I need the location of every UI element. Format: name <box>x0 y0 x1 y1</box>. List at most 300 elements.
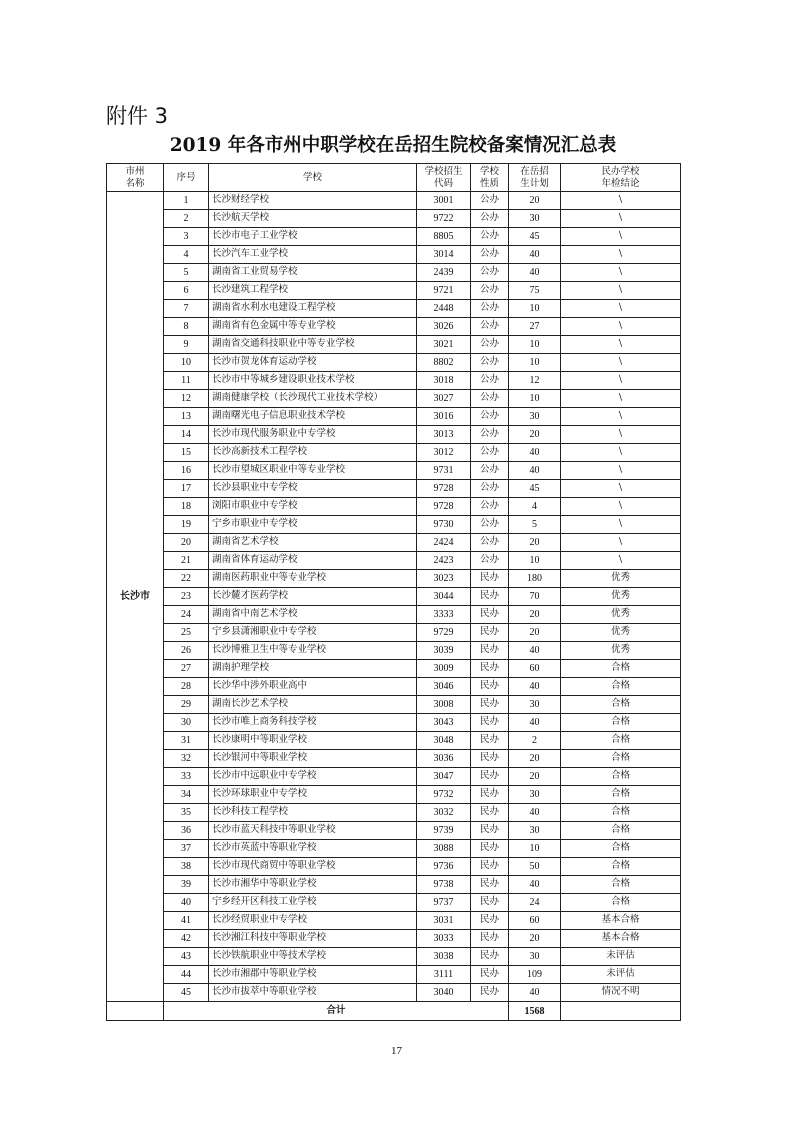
row-seq: 13 <box>164 408 209 426</box>
table-row <box>107 246 681 264</box>
header-seq: 序号 <box>164 164 209 192</box>
row-review: 未评估 <box>561 948 681 966</box>
table-row <box>107 606 681 624</box>
row-nature: 民办 <box>471 642 509 660</box>
row-school: 长沙财经学校 <box>209 192 417 210</box>
row-seq: 39 <box>164 876 209 894</box>
row-nature: 民办 <box>471 912 509 930</box>
row-code: 3021 <box>417 336 471 354</box>
row-code: 3031 <box>417 912 471 930</box>
row-school: 长沙市湘郡中等职业学校 <box>209 966 417 984</box>
row-school: 长沙高新技术工程学校 <box>209 444 417 462</box>
row-seq: 10 <box>164 354 209 372</box>
row-review: \ <box>561 192 681 210</box>
row-seq: 4 <box>164 246 209 264</box>
row-code: 3047 <box>417 768 471 786</box>
row-review: 合格 <box>561 858 681 876</box>
table-row <box>107 678 681 696</box>
table-row <box>107 318 681 336</box>
row-school: 长沙银河中等职业学校 <box>209 750 417 768</box>
row-seq: 27 <box>164 660 209 678</box>
row-nature: 公办 <box>471 498 509 516</box>
row-school: 长沙环球职业中专学校 <box>209 786 417 804</box>
header-review: 民办学校 年检结论 <box>561 164 681 192</box>
row-seq: 19 <box>164 516 209 534</box>
table-row <box>107 534 681 552</box>
row-review: 基本合格 <box>561 930 681 948</box>
row-plan: 40 <box>509 714 561 732</box>
row-school: 长沙康明中等职业学校 <box>209 732 417 750</box>
table-row <box>107 390 681 408</box>
row-review: 合格 <box>561 768 681 786</box>
row-review: 合格 <box>561 804 681 822</box>
row-plan: 10 <box>509 354 561 372</box>
row-review: \ <box>561 390 681 408</box>
row-nature: 民办 <box>471 858 509 876</box>
row-code: 3026 <box>417 318 471 336</box>
table-row <box>107 192 681 210</box>
row-plan: 45 <box>509 228 561 246</box>
row-nature: 公办 <box>471 282 509 300</box>
row-plan: 40 <box>509 264 561 282</box>
row-plan: 4 <box>509 498 561 516</box>
row-plan: 2 <box>509 732 561 750</box>
row-seq: 41 <box>164 912 209 930</box>
row-plan: 30 <box>509 210 561 228</box>
row-school: 长沙建筑工程学校 <box>209 282 417 300</box>
row-plan: 40 <box>509 876 561 894</box>
row-code: 3044 <box>417 588 471 606</box>
row-review: 合格 <box>561 696 681 714</box>
row-school: 长沙市现代服务职业中专学校 <box>209 426 417 444</box>
row-nature: 民办 <box>471 822 509 840</box>
row-code: 2439 <box>417 264 471 282</box>
row-plan: 40 <box>509 984 561 1002</box>
table-row <box>107 282 681 300</box>
row-school: 长沙航天学校 <box>209 210 417 228</box>
row-school: 长沙市唯上商务科技学校 <box>209 714 417 732</box>
row-code: 9728 <box>417 480 471 498</box>
row-plan: 20 <box>509 624 561 642</box>
table-row <box>107 714 681 732</box>
row-code: 3018 <box>417 372 471 390</box>
row-review: 基本合格 <box>561 912 681 930</box>
table-row <box>107 948 681 966</box>
row-plan: 24 <box>509 894 561 912</box>
row-code: 3012 <box>417 444 471 462</box>
row-school: 湖南省体育运动学校 <box>209 552 417 570</box>
row-nature: 民办 <box>471 588 509 606</box>
row-review: \ <box>561 246 681 264</box>
row-code: 3013 <box>417 426 471 444</box>
row-plan: 12 <box>509 372 561 390</box>
row-seq: 11 <box>164 372 209 390</box>
row-seq: 25 <box>164 624 209 642</box>
row-nature: 公办 <box>471 444 509 462</box>
row-seq: 14 <box>164 426 209 444</box>
row-review: 合格 <box>561 714 681 732</box>
table-row <box>107 984 681 1002</box>
row-code: 2448 <box>417 300 471 318</box>
row-code: 9732 <box>417 786 471 804</box>
total-row <box>107 1002 681 1021</box>
row-school: 长沙市蓝天科技中等职业学校 <box>209 822 417 840</box>
table-row <box>107 858 681 876</box>
row-nature: 公办 <box>471 480 509 498</box>
row-code: 9729 <box>417 624 471 642</box>
row-review: 合格 <box>561 786 681 804</box>
row-seq: 18 <box>164 498 209 516</box>
row-review: 优秀 <box>561 570 681 588</box>
row-nature: 民办 <box>471 984 509 1002</box>
row-code: 9731 <box>417 462 471 480</box>
row-seq: 12 <box>164 390 209 408</box>
total-plan: 1568 <box>509 1002 561 1021</box>
row-plan: 180 <box>509 570 561 588</box>
table-row <box>107 912 681 930</box>
row-code: 3039 <box>417 642 471 660</box>
row-seq: 5 <box>164 264 209 282</box>
table-row <box>107 552 681 570</box>
row-nature: 公办 <box>471 372 509 390</box>
row-seq: 33 <box>164 768 209 786</box>
page-number: 17 <box>391 1045 402 1057</box>
row-review: \ <box>561 282 681 300</box>
total-review-empty <box>561 1002 681 1021</box>
row-code: 3033 <box>417 930 471 948</box>
row-seq: 43 <box>164 948 209 966</box>
row-review: \ <box>561 426 681 444</box>
row-nature: 民办 <box>471 714 509 732</box>
table-row <box>107 570 681 588</box>
row-seq: 21 <box>164 552 209 570</box>
row-review: 合格 <box>561 660 681 678</box>
table-row <box>107 732 681 750</box>
row-plan: 40 <box>509 246 561 264</box>
table-row <box>107 426 681 444</box>
row-review: \ <box>561 210 681 228</box>
row-school: 长沙博雅卫生中等专业学校 <box>209 642 417 660</box>
row-nature: 民办 <box>471 876 509 894</box>
row-nature: 公办 <box>471 462 509 480</box>
row-school: 长沙市中远职业中专学校 <box>209 768 417 786</box>
row-plan: 10 <box>509 336 561 354</box>
header-school: 学校 <box>209 164 417 192</box>
row-review: \ <box>561 300 681 318</box>
row-seq: 22 <box>164 570 209 588</box>
row-seq: 16 <box>164 462 209 480</box>
row-seq: 28 <box>164 678 209 696</box>
row-review: \ <box>561 408 681 426</box>
row-plan: 20 <box>509 426 561 444</box>
row-school: 湖南曙光电子信息职业技术学校 <box>209 408 417 426</box>
row-school: 长沙县职业中专学校 <box>209 480 417 498</box>
row-school: 长沙市望城区职业中等专业学校 <box>209 462 417 480</box>
row-school: 长沙铁航职业中等技术学校 <box>209 948 417 966</box>
row-school: 湖南省艺术学校 <box>209 534 417 552</box>
row-plan: 27 <box>509 318 561 336</box>
table-row <box>107 642 681 660</box>
row-plan: 30 <box>509 948 561 966</box>
header-nature: 学校 性质 <box>471 164 509 192</box>
row-review: \ <box>561 498 681 516</box>
row-seq: 45 <box>164 984 209 1002</box>
row-plan: 20 <box>509 930 561 948</box>
row-nature: 民办 <box>471 696 509 714</box>
row-review: 未评估 <box>561 966 681 984</box>
row-seq: 15 <box>164 444 209 462</box>
row-nature: 民办 <box>471 570 509 588</box>
row-plan: 40 <box>509 678 561 696</box>
row-code: 9721 <box>417 282 471 300</box>
row-plan: 10 <box>509 840 561 858</box>
table-row <box>107 804 681 822</box>
row-nature: 民办 <box>471 606 509 624</box>
table-row <box>107 354 681 372</box>
table-row <box>107 372 681 390</box>
attachment-label: 附件 3 <box>106 104 169 128</box>
row-nature: 公办 <box>471 192 509 210</box>
table-row <box>107 750 681 768</box>
row-seq: 6 <box>164 282 209 300</box>
row-review: 合格 <box>561 876 681 894</box>
row-school: 长沙市中等城乡建设职业技术学校 <box>209 372 417 390</box>
row-review: 合格 <box>561 822 681 840</box>
row-school: 长沙市现代商贸中等职业学校 <box>209 858 417 876</box>
row-code: 3043 <box>417 714 471 732</box>
row-review: \ <box>561 372 681 390</box>
row-review: \ <box>561 534 681 552</box>
table-row <box>107 876 681 894</box>
row-review: \ <box>561 228 681 246</box>
row-nature: 民办 <box>471 948 509 966</box>
row-review: 优秀 <box>561 624 681 642</box>
row-nature: 民办 <box>471 660 509 678</box>
row-seq: 2 <box>164 210 209 228</box>
row-code: 8805 <box>417 228 471 246</box>
row-code: 2423 <box>417 552 471 570</box>
row-review: 优秀 <box>561 606 681 624</box>
row-school: 长沙市拔萃中等职业学校 <box>209 984 417 1002</box>
row-plan: 20 <box>509 606 561 624</box>
row-plan: 10 <box>509 390 561 408</box>
row-plan: 109 <box>509 966 561 984</box>
row-review: 合格 <box>561 894 681 912</box>
row-nature: 公办 <box>471 300 509 318</box>
row-plan: 20 <box>509 750 561 768</box>
row-code: 3001 <box>417 192 471 210</box>
row-seq: 1 <box>164 192 209 210</box>
row-review: \ <box>561 264 681 282</box>
table-row <box>107 930 681 948</box>
row-code: 9736 <box>417 858 471 876</box>
row-review: \ <box>561 318 681 336</box>
row-seq: 3 <box>164 228 209 246</box>
row-nature: 公办 <box>471 318 509 336</box>
row-seq: 9 <box>164 336 209 354</box>
row-nature: 民办 <box>471 804 509 822</box>
row-code: 3023 <box>417 570 471 588</box>
row-plan: 30 <box>509 822 561 840</box>
row-review: 合格 <box>561 678 681 696</box>
row-plan: 30 <box>509 786 561 804</box>
row-nature: 公办 <box>471 264 509 282</box>
row-seq: 32 <box>164 750 209 768</box>
row-seq: 34 <box>164 786 209 804</box>
row-review: \ <box>561 462 681 480</box>
row-school: 宁乡县潇湘职业中专学校 <box>209 624 417 642</box>
row-review: 情况不明 <box>561 984 681 1002</box>
summary-table <box>106 163 681 1021</box>
row-school: 长沙经贸职业中专学校 <box>209 912 417 930</box>
table-row <box>107 228 681 246</box>
table-row <box>107 840 681 858</box>
row-seq: 42 <box>164 930 209 948</box>
table-row <box>107 462 681 480</box>
row-nature: 民办 <box>471 894 509 912</box>
row-nature: 民办 <box>471 768 509 786</box>
city-name-cell: 长沙市 <box>107 192 164 1002</box>
row-school: 湖南省有色金属中等专业学校 <box>209 318 417 336</box>
row-seq: 35 <box>164 804 209 822</box>
table-row <box>107 300 681 318</box>
row-code: 3048 <box>417 732 471 750</box>
row-review: 优秀 <box>561 588 681 606</box>
header-code: 学校招生 代码 <box>417 164 471 192</box>
header-city: 市州 名称 <box>107 164 164 192</box>
row-school: 湖南健康学校（长沙现代工业技术学校） <box>209 390 417 408</box>
row-school: 湖南医药职业中等专业学校 <box>209 570 417 588</box>
row-code: 2424 <box>417 534 471 552</box>
row-seq: 38 <box>164 858 209 876</box>
row-plan: 30 <box>509 408 561 426</box>
row-review: 优秀 <box>561 642 681 660</box>
table-row <box>107 624 681 642</box>
table-row <box>107 768 681 786</box>
row-plan: 5 <box>509 516 561 534</box>
row-plan: 60 <box>509 912 561 930</box>
row-seq: 7 <box>164 300 209 318</box>
total-empty-cell <box>107 1002 164 1021</box>
row-plan: 50 <box>509 858 561 876</box>
row-seq: 20 <box>164 534 209 552</box>
row-review: 合格 <box>561 750 681 768</box>
table-row <box>107 894 681 912</box>
row-nature: 公办 <box>471 228 509 246</box>
row-plan: 70 <box>509 588 561 606</box>
row-plan: 40 <box>509 444 561 462</box>
row-school: 长沙科技工程学校 <box>209 804 417 822</box>
row-school: 浏阳市职业中专学校 <box>209 498 417 516</box>
row-seq: 23 <box>164 588 209 606</box>
table-row <box>107 822 681 840</box>
total-label: 合计 <box>164 1002 509 1021</box>
table-row <box>107 516 681 534</box>
row-nature: 民办 <box>471 732 509 750</box>
row-plan: 30 <box>509 696 561 714</box>
row-school: 湖南长沙艺术学校 <box>209 696 417 714</box>
row-school: 长沙汽车工业学校 <box>209 246 417 264</box>
row-school: 宁乡经开区科技工业学校 <box>209 894 417 912</box>
row-school: 湖南省中南艺术学校 <box>209 606 417 624</box>
row-plan: 45 <box>509 480 561 498</box>
row-review: \ <box>561 336 681 354</box>
row-seq: 44 <box>164 966 209 984</box>
row-school: 长沙市英蓝中等职业学校 <box>209 840 417 858</box>
row-code: 3036 <box>417 750 471 768</box>
row-nature: 公办 <box>471 246 509 264</box>
row-nature: 民办 <box>471 624 509 642</box>
row-nature: 民办 <box>471 786 509 804</box>
header-plan: 在岳招 生计划 <box>509 164 561 192</box>
row-school: 长沙市贺龙体育运动学校 <box>209 354 417 372</box>
row-nature: 公办 <box>471 408 509 426</box>
row-code: 9738 <box>417 876 471 894</box>
row-plan: 10 <box>509 552 561 570</box>
row-seq: 37 <box>164 840 209 858</box>
row-plan: 20 <box>509 192 561 210</box>
row-code: 3032 <box>417 804 471 822</box>
row-review: \ <box>561 444 681 462</box>
row-seq: 29 <box>164 696 209 714</box>
row-plan: 40 <box>509 462 561 480</box>
row-seq: 31 <box>164 732 209 750</box>
row-review: \ <box>561 516 681 534</box>
row-code: 3008 <box>417 696 471 714</box>
row-school: 长沙市电子工业学校 <box>209 228 417 246</box>
row-plan: 40 <box>509 804 561 822</box>
row-seq: 36 <box>164 822 209 840</box>
row-school: 长沙市湘华中等职业学校 <box>209 876 417 894</box>
row-nature: 公办 <box>471 552 509 570</box>
row-code: 9728 <box>417 498 471 516</box>
table-row <box>107 696 681 714</box>
row-seq: 26 <box>164 642 209 660</box>
row-code: 3040 <box>417 984 471 1002</box>
row-code: 3016 <box>417 408 471 426</box>
row-nature: 公办 <box>471 210 509 228</box>
row-school: 长沙麓才医药学校 <box>209 588 417 606</box>
table-row <box>107 786 681 804</box>
row-review: 合格 <box>561 732 681 750</box>
row-nature: 民办 <box>471 678 509 696</box>
row-school: 湖南省工业贸易学校 <box>209 264 417 282</box>
row-school: 湖南护理学校 <box>209 660 417 678</box>
table-row <box>107 660 681 678</box>
row-nature: 民办 <box>471 840 509 858</box>
row-code: 3014 <box>417 246 471 264</box>
row-nature: 民办 <box>471 966 509 984</box>
row-review: \ <box>561 354 681 372</box>
row-nature: 公办 <box>471 336 509 354</box>
row-code: 8802 <box>417 354 471 372</box>
row-code: 3009 <box>417 660 471 678</box>
row-code: 9730 <box>417 516 471 534</box>
row-code: 3111 <box>417 966 471 984</box>
row-review: \ <box>561 552 681 570</box>
row-code: 3038 <box>417 948 471 966</box>
row-plan: 75 <box>509 282 561 300</box>
document-title: 2019 年各市州中职学校在岳招生院校备案情况汇总表 <box>169 135 617 156</box>
row-nature: 公办 <box>471 534 509 552</box>
row-code: 3088 <box>417 840 471 858</box>
row-seq: 24 <box>164 606 209 624</box>
row-code: 3333 <box>417 606 471 624</box>
table-row <box>107 444 681 462</box>
row-code: 3027 <box>417 390 471 408</box>
row-seq: 40 <box>164 894 209 912</box>
row-plan: 60 <box>509 660 561 678</box>
